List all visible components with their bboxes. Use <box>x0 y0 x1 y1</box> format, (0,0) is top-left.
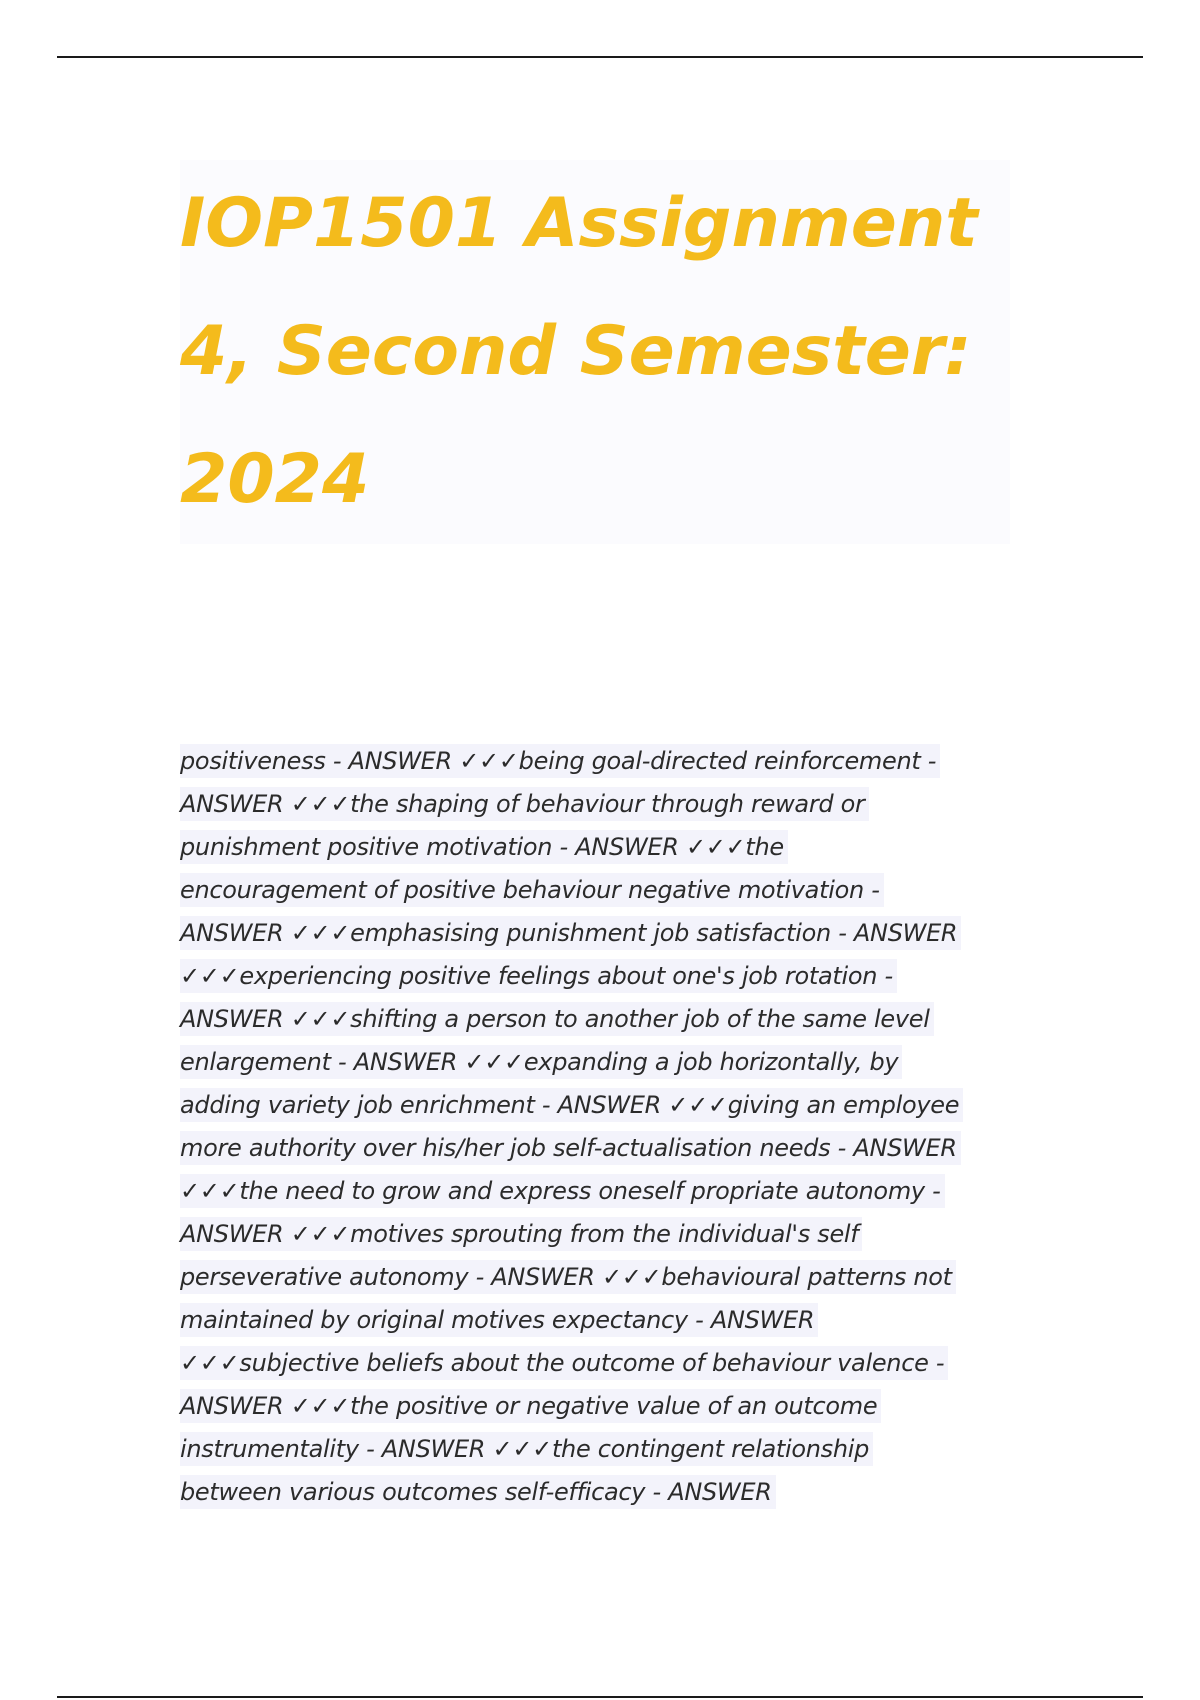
body-line: more authority over his/her job self-actualisation needs - ANSWER <box>180 1127 1020 1170</box>
document-title <box>180 160 1010 544</box>
body-line: adding variety job enrichment - ANSWER ✓✓✓giving an employee <box>180 1084 1020 1127</box>
body-line: ✓✓✓experiencing positive feelings about one's job rotation - <box>180 955 1020 998</box>
body-line: perseverative autonomy - ANSWER ✓✓✓behavioural patterns not <box>180 1256 1020 1299</box>
body-line: enlargement - ANSWER ✓✓✓expanding a job horizontally, by <box>180 1041 1020 1084</box>
bottom-rule <box>57 1696 1143 1698</box>
title-line: 4, Second Semester: <box>180 312 972 391</box>
title-block <box>180 160 1010 544</box>
title-line: 2024 <box>180 440 370 519</box>
body-line: ✓✓✓the need to grow and express oneself propriate autonomy - <box>180 1170 1020 1213</box>
body-line: ✓✓✓subjective beliefs about the outcome of behaviour valence - <box>180 1342 1020 1385</box>
body-line: ANSWER ✓✓✓motives sprouting from the individual's self <box>180 1213 1020 1256</box>
body-line: ANSWER ✓✓✓the positive or negative value of an outcome <box>180 1385 1020 1428</box>
body-line: ANSWER ✓✓✓the shaping of behaviour through reward or <box>180 783 1020 826</box>
body-line: maintained by original motives expectancy - ANSWER <box>180 1299 1020 1342</box>
body-line: encouragement of positive behaviour negative motivation - <box>180 869 1020 912</box>
body-line: ANSWER ✓✓✓emphasising punishment job satisfaction - ANSWER <box>180 912 1020 955</box>
top-rule <box>57 56 1143 58</box>
body-line: ANSWER ✓✓✓shifting a person to another job of the same level <box>180 998 1020 1041</box>
answer-body <box>180 740 1020 1514</box>
body-line: between various outcomes self-efficacy - ANSWER <box>180 1471 1020 1514</box>
title-line: IOP1501 Assignment <box>180 184 978 263</box>
body-line: instrumentality - ANSWER ✓✓✓the contingent relationship <box>180 1428 1020 1471</box>
body-line: positiveness - ANSWER ✓✓✓being goal-directed reinforcement - <box>180 740 1020 783</box>
body-line: punishment positive motivation - ANSWER ✓✓✓the <box>180 826 1020 869</box>
